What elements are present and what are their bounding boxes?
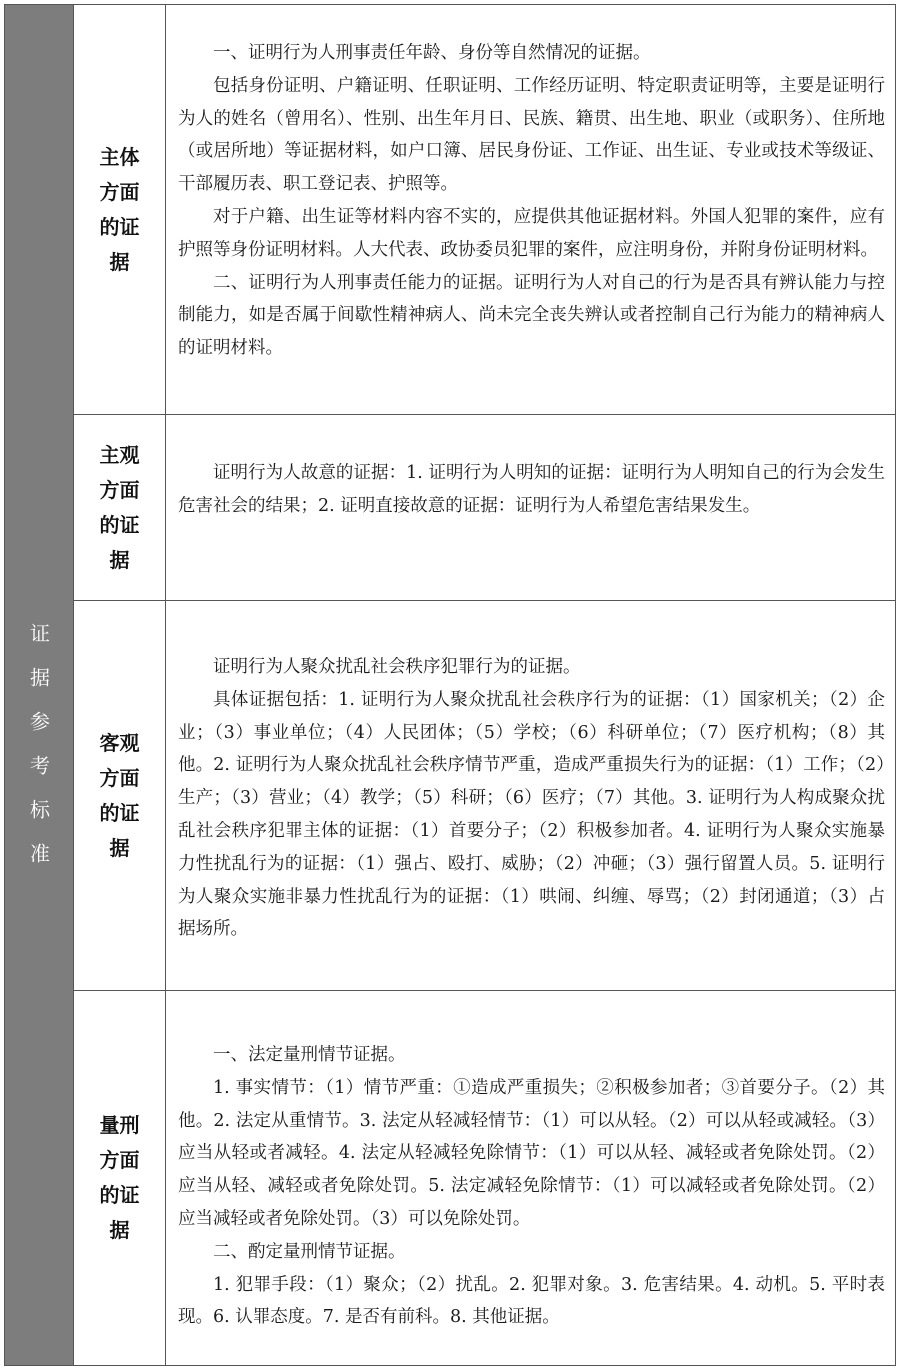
- row-head: [74, 991, 166, 1365]
- side-title: 证据参考标准: [26, 623, 51, 887]
- paragraph: 1. 事实情节：（1）情节严重：①造成严重损失；②积极参加者；③首要分子。（2）其他。2. 法定从重情节。3. 法定从轻减轻情节：（1）可以从轻。（2）可以从轻或减轻。（3）应当从轻或者减轻。4. 法定从轻减轻免除情节：（1）可以从轻、减轻或者免除处罚。（2）应当从轻、减轻或者免除处罚。5. 法定减轻免除情节：（1）可以减轻或者免除处罚。（2）应当减轻或者免除处罚。（3）可以免除处罚。: [178, 1077, 885, 1229]
- row-body-subject: [166, 5, 895, 414]
- row-label-objective: 客观方面的证据: [99, 730, 140, 860]
- row-body-objective: [166, 601, 895, 990]
- row-head: [74, 5, 166, 414]
- paragraph: 一、法定量刑情节证据。: [213, 1045, 406, 1065]
- row-body-sentencing: [166, 991, 895, 1365]
- row-label-sentencing: 量刑方面的证据: [99, 1113, 140, 1242]
- paragraph: 二、酌定量刑情节证据。: [213, 1241, 406, 1262]
- paragraph: 证明行为人故意的证据：1. 证明行为人明知的证据：证明行为人明知自己的行为会发生危害社会的结果；2. 证明直接故意的证据：证明行为人希望危害结果发生。: [178, 463, 885, 516]
- table-row-objective: [74, 601, 895, 991]
- row-head: [74, 601, 166, 990]
- side-band: [5, 5, 74, 1365]
- paragraph: 证明行为人聚众扰乱社会秩序犯罪行为的证据。: [213, 657, 581, 677]
- paragraph: 包括身份证明、户籍证明、任职证明、工作经历证明、特定职责证明等，主要是证明行为人的姓名（曾用名）、性别、出生年月日、民族、籍贯、出生地、职业（或职务）、住所地（或居所地）等证据材料，如户口簿、居民身份证、工作证、出生证、专业或技术等级证、干部履历表、职工登记表、护照等。: [178, 75, 885, 195]
- paragraph: 一、证明行为人刑事责任年龄、身份等自然情况的证据。: [213, 43, 651, 63]
- paragraph: 具体证据包括：1. 证明行为人聚众扰乱社会秩序行为的证据：（1）国家机关；（2）企业；（3）事业单位；（4）人民团体；（5）学校；（6）科研单位；（7）医疗机构；（8）其他。2. 证明行为人聚众扰乱社会秩序情节严重，造成严重损失行为的证据：（1）工作；（2）生产；（3）营业；（4）教学；（5）科研；（6）医疗；（7）其他。3. 证明行为人构成聚众扰乱社会秩序犯罪主体的证据：（1）首要分子；（2）积极参加者。4. 证明行为人聚众实施暴力性扰乱行为的证据：（1）强占、殴打、威胁；（2）冲砸；（3）强行留置人员。5. 证明行为人聚众实施非暴力性扰乱行为的证据：（1）哄闹、纠缠、辱骂；（2）封闭通道；（3）占据场所。: [178, 689, 885, 940]
- row-head: [74, 415, 166, 600]
- evidence-standard-table: [4, 4, 896, 1366]
- paragraph: 二、证明行为人刑事责任能力的证据。证明行为人对自己的行为是否具有辨认能力与控制能力，如是否属于间歇性精神病人、尚未完全丧失辨认或者控制自己行为能力的精神病人的证明材料。: [178, 272, 885, 359]
- row-label-subject: 主体方面的证据: [99, 144, 140, 274]
- table-row-subjective: [74, 415, 895, 601]
- table-row-subject: [74, 5, 895, 415]
- row-label-subjective: 主观方面的证据: [99, 442, 140, 572]
- table-row-sentencing: [74, 991, 895, 1365]
- paragraph: 1. 犯罪手段：（1）聚众；（2）扰乱。2. 犯罪对象。3. 危害结果。4. 动机。5. 平时表现。6. 认罪态度。7. 是否有前科。8. 其他证据。: [178, 1274, 885, 1328]
- paragraph: 对于户籍、出生证等材料内容不实的，应提供其他证据材料。外国人犯罪的案件，应有护照等身份证明材料。人大代表、政协委员犯罪的案件，应注明身份，并附身份证明材料。: [178, 206, 885, 260]
- table-rows: [74, 5, 895, 1365]
- row-body-subjective: [166, 415, 895, 600]
